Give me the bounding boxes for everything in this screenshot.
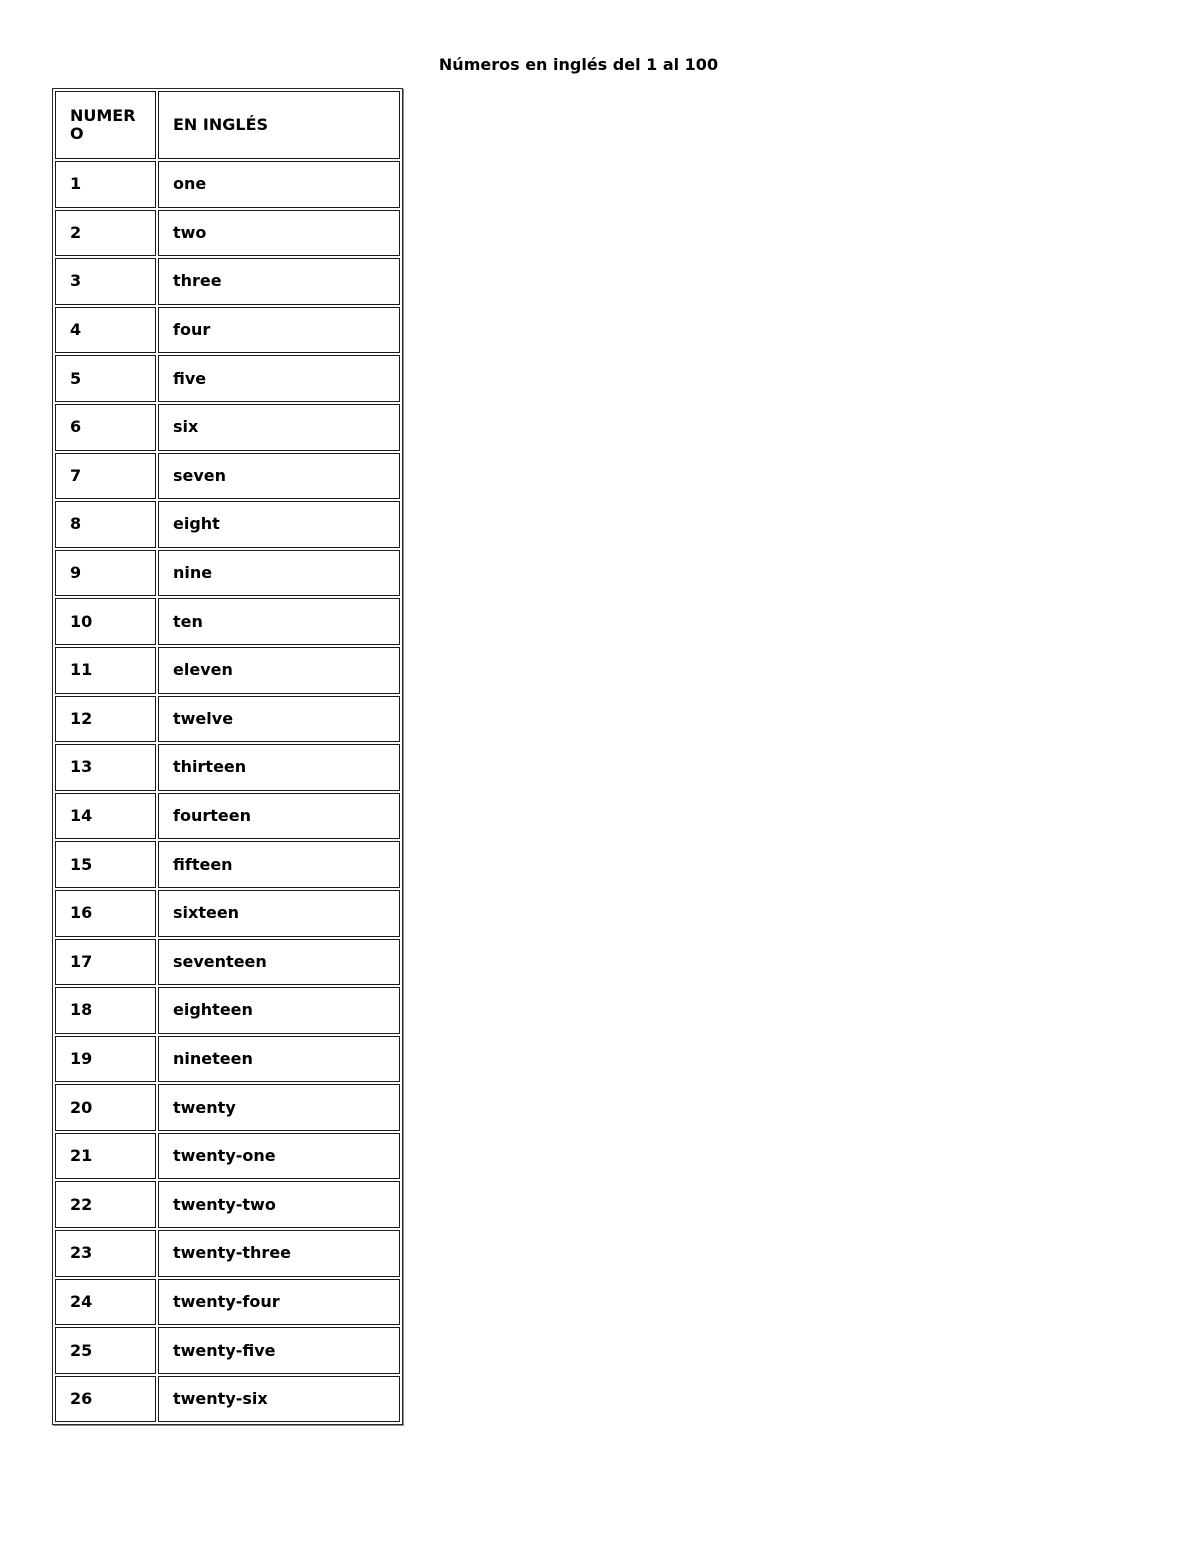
cell-english: eight: [158, 501, 400, 548]
table-row: [55, 647, 400, 694]
table-row: [55, 550, 400, 597]
cell-english: eleven: [158, 647, 400, 694]
cell-english: two: [158, 210, 400, 257]
cell-number: 25: [55, 1327, 156, 1374]
cell-english: fifteen: [158, 841, 400, 888]
numbers-table: [52, 88, 403, 1425]
cell-english: eighteen: [158, 987, 400, 1034]
cell-number: 26: [55, 1376, 156, 1423]
cell-english: three: [158, 258, 400, 305]
table-row: [55, 793, 400, 840]
cell-number: 13: [55, 744, 156, 791]
numbers-table-body: [55, 91, 400, 1422]
table-row: [55, 1181, 400, 1228]
cell-english: seventeen: [158, 939, 400, 986]
table-row: [55, 453, 400, 500]
table-row: [55, 744, 400, 791]
table-row: [55, 1133, 400, 1180]
cell-english: twenty: [158, 1084, 400, 1131]
table-row: [55, 1036, 400, 1083]
table-row: [55, 1327, 400, 1374]
cell-number: 17: [55, 939, 156, 986]
table-header-row: [55, 91, 400, 159]
cell-english: fourteen: [158, 793, 400, 840]
numbers-table-container: [52, 88, 403, 1425]
table-row: [55, 307, 400, 354]
cell-english: twenty-three: [158, 1230, 400, 1277]
cell-english: nine: [158, 550, 400, 597]
cell-number: 10: [55, 598, 156, 645]
cell-number: 9: [55, 550, 156, 597]
cell-number: 2: [55, 210, 156, 257]
cell-english: twenty-one: [158, 1133, 400, 1180]
cell-number: 22: [55, 1181, 156, 1228]
cell-english: six: [158, 404, 400, 451]
table-row: [55, 987, 400, 1034]
cell-number: 12: [55, 696, 156, 743]
table-row: [55, 1376, 400, 1423]
cell-english: seven: [158, 453, 400, 500]
cell-english: twelve: [158, 696, 400, 743]
cell-number: 8: [55, 501, 156, 548]
table-row: [55, 598, 400, 645]
cell-number: 21: [55, 1133, 156, 1180]
document-title: Números en inglés del 1 al 100: [438, 55, 719, 74]
cell-number: 16: [55, 890, 156, 937]
cell-english: twenty-four: [158, 1279, 400, 1326]
cell-number: 11: [55, 647, 156, 694]
cell-number: 3: [55, 258, 156, 305]
cell-number: 23: [55, 1230, 156, 1277]
cell-english: twenty-five: [158, 1327, 400, 1374]
cell-english: twenty-two: [158, 1181, 400, 1228]
cell-english: sixteen: [158, 890, 400, 937]
table-row: [55, 404, 400, 451]
cell-number: 6: [55, 404, 156, 451]
table-row: [55, 355, 400, 402]
cell-number: 1: [55, 161, 156, 208]
table-row: [55, 1084, 400, 1131]
cell-english: thirteen: [158, 744, 400, 791]
cell-number: 15: [55, 841, 156, 888]
cell-english: nineteen: [158, 1036, 400, 1083]
cell-english: one: [158, 161, 400, 208]
cell-english: twenty-six: [158, 1376, 400, 1423]
table-row: [55, 890, 400, 937]
header-english: EN INGLÉS: [158, 91, 400, 159]
table-row: [55, 841, 400, 888]
table-row: [55, 1230, 400, 1277]
table-row: [55, 210, 400, 257]
table-row: [55, 1279, 400, 1326]
cell-english: ten: [158, 598, 400, 645]
table-row: [55, 161, 400, 208]
table-row: [55, 258, 400, 305]
cell-number: 14: [55, 793, 156, 840]
table-row: [55, 501, 400, 548]
cell-number: 7: [55, 453, 156, 500]
cell-number: 18: [55, 987, 156, 1034]
table-row: [55, 939, 400, 986]
cell-number: 24: [55, 1279, 156, 1326]
cell-number: 19: [55, 1036, 156, 1083]
cell-english: five: [158, 355, 400, 402]
cell-number: 5: [55, 355, 156, 402]
cell-english: four: [158, 307, 400, 354]
header-number: NUMERO: [55, 91, 156, 159]
table-row: [55, 696, 400, 743]
cell-number: 20: [55, 1084, 156, 1131]
cell-number: 4: [55, 307, 156, 354]
